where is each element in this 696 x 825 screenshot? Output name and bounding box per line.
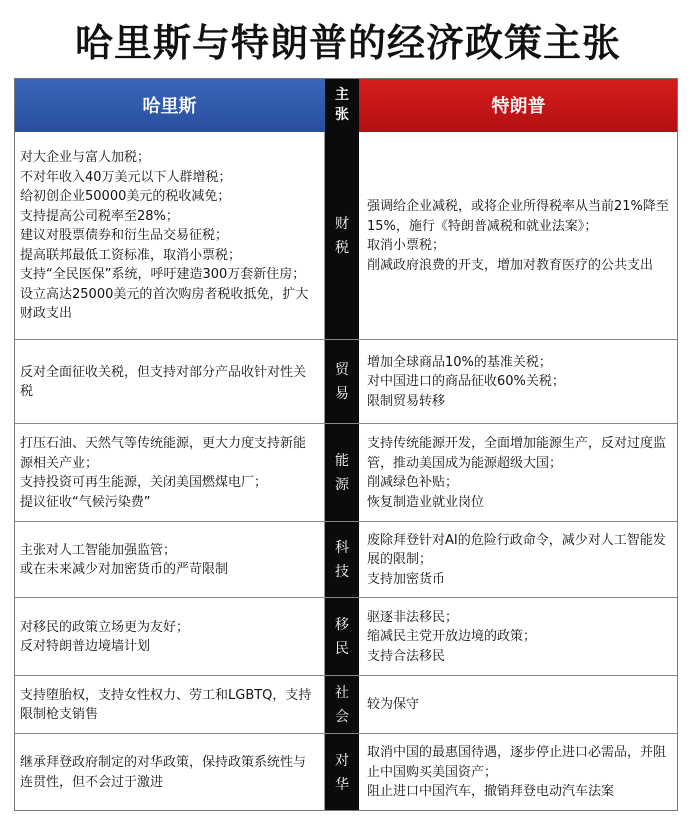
topic-char: 移 — [335, 617, 349, 633]
topic-char: 对 — [335, 752, 349, 769]
trump-cell — [359, 424, 678, 522]
harris-policy-text: 对大企业与富人加税； 不对年收入40万美元以下人群增税； 给初创企业50000美元的税收减免； 支持提高公司税率至28%； 建议对股票债券和衍生品交易征税； 提高联邦最低工资标准，取消小票税； 支持“全民医保”系统，呼吁建造300万套新住房； 设立高达25000美元的首次购房者税收抵免，扩大财政支出 — [20, 150, 309, 322]
page-title: 哈里斯与特朗普的经济政策主张 — [74, 20, 621, 65]
harris-policy-text: 支持堕胎权，支持女性权力、劳工和LGBTQ，支持限制枪支销售 — [20, 687, 312, 722]
trump-policy-text: 增加全球商品10%的基准关税； 对中国进口的商品征收60%关税； 限制贸易转移 — [367, 354, 565, 409]
policy-comparison-table — [14, 78, 678, 811]
harris-policy-text: 对移民的政策立场更为友好； 反对特朗普边境墙计划 — [20, 619, 190, 654]
topic-header-char: 主 — [335, 87, 349, 103]
table-row — [14, 424, 678, 522]
harris-cell — [14, 734, 325, 811]
topic-cell — [325, 522, 359, 598]
trump-cell — [359, 734, 678, 811]
harris-cell — [14, 340, 325, 424]
harris-policy-text: 继承拜登政府制定的对华政策，保持政策系统性与连贯性，但不会过于激进 — [20, 755, 307, 790]
trump-policy-text: 较为保守 — [367, 697, 420, 713]
topic-char: 财 — [335, 216, 349, 232]
table-row — [14, 522, 678, 598]
topic-cell — [325, 676, 359, 734]
topic-char: 会 — [335, 709, 349, 725]
harris-cell — [14, 522, 325, 598]
table-row — [14, 734, 678, 811]
trump-cell — [359, 522, 678, 598]
table-row — [14, 340, 678, 424]
harris-cell — [14, 676, 325, 734]
trump-cell — [359, 340, 678, 424]
topic-cell — [325, 734, 359, 811]
harris-cell — [14, 598, 325, 676]
topic-char: 能 — [335, 453, 349, 469]
trump-policy-text: 取消中国的最惠国待遇，逐步停止进口必需品，并阻止中国购买美国资产； 阻止进口中国汽车，撤销拜登电动汽车法案 — [367, 745, 667, 800]
trump-policy-text: 废除拜登针对AI的危险行政命令，减少对人工智能发展的限制； 支持加密货币 — [367, 532, 666, 587]
trump-cell — [359, 132, 678, 340]
table-row — [14, 676, 678, 734]
harris-policy-text: 反对全面征收关税，但支持对部分产品收针对性关税 — [20, 364, 307, 399]
harris-cell — [14, 132, 325, 340]
harris-policy-text: 主张对人工智能加强监管； 或在未来减少对加密货币的严苛限制 — [20, 542, 229, 577]
topic-header — [325, 78, 359, 132]
trump-policy-text: 强调给企业减税，或将企业所得税率从当前21%降至15%，施行《特朗普减税和就业法案》； 取消小票税； 削减政府浪费的开支，增加对教育医疗的公共支出 — [367, 199, 669, 273]
trump-cell — [359, 598, 678, 676]
table-row — [14, 132, 678, 340]
trump-policy-text: 支持传统能源开发，全面增加能源生产，反对过度监管，推动美国成为能源超级大国； 削减绿色补贴； 恢复制造业就业岗位 — [367, 436, 667, 510]
harris-policy-text: 打压石油、天然气等传统能源，更大力度支持新能源相关产业； 支持投资可再生能源，关闭美国燃煤电厂； 提议征收“气候污染费” — [20, 436, 307, 510]
topic-char: 技 — [335, 564, 349, 580]
topic-char: 易 — [335, 386, 349, 402]
trump-cell — [359, 676, 678, 734]
topic-cell — [325, 598, 359, 676]
trump-header: 特朗普 — [359, 78, 678, 132]
topic-cell — [325, 424, 359, 522]
topic-cell — [325, 132, 359, 340]
topic-char: 税 — [335, 240, 349, 256]
topic-cell — [325, 340, 359, 424]
trump-policy-text: 驱逐非法移民； 缩减民主党开放边境的政策； 支持合法移民 — [367, 609, 537, 664]
topic-char: 华 — [335, 776, 349, 793]
topic-char: 贸 — [335, 362, 349, 378]
topic-char: 民 — [335, 641, 349, 657]
harris-header: 哈里斯 — [14, 78, 325, 132]
topic-char: 科 — [335, 540, 349, 556]
harris-cell — [14, 424, 325, 522]
table-row — [14, 598, 678, 676]
topic-header-char: 张 — [335, 107, 349, 123]
topic-char: 源 — [335, 477, 349, 493]
topic-char: 社 — [335, 685, 349, 701]
